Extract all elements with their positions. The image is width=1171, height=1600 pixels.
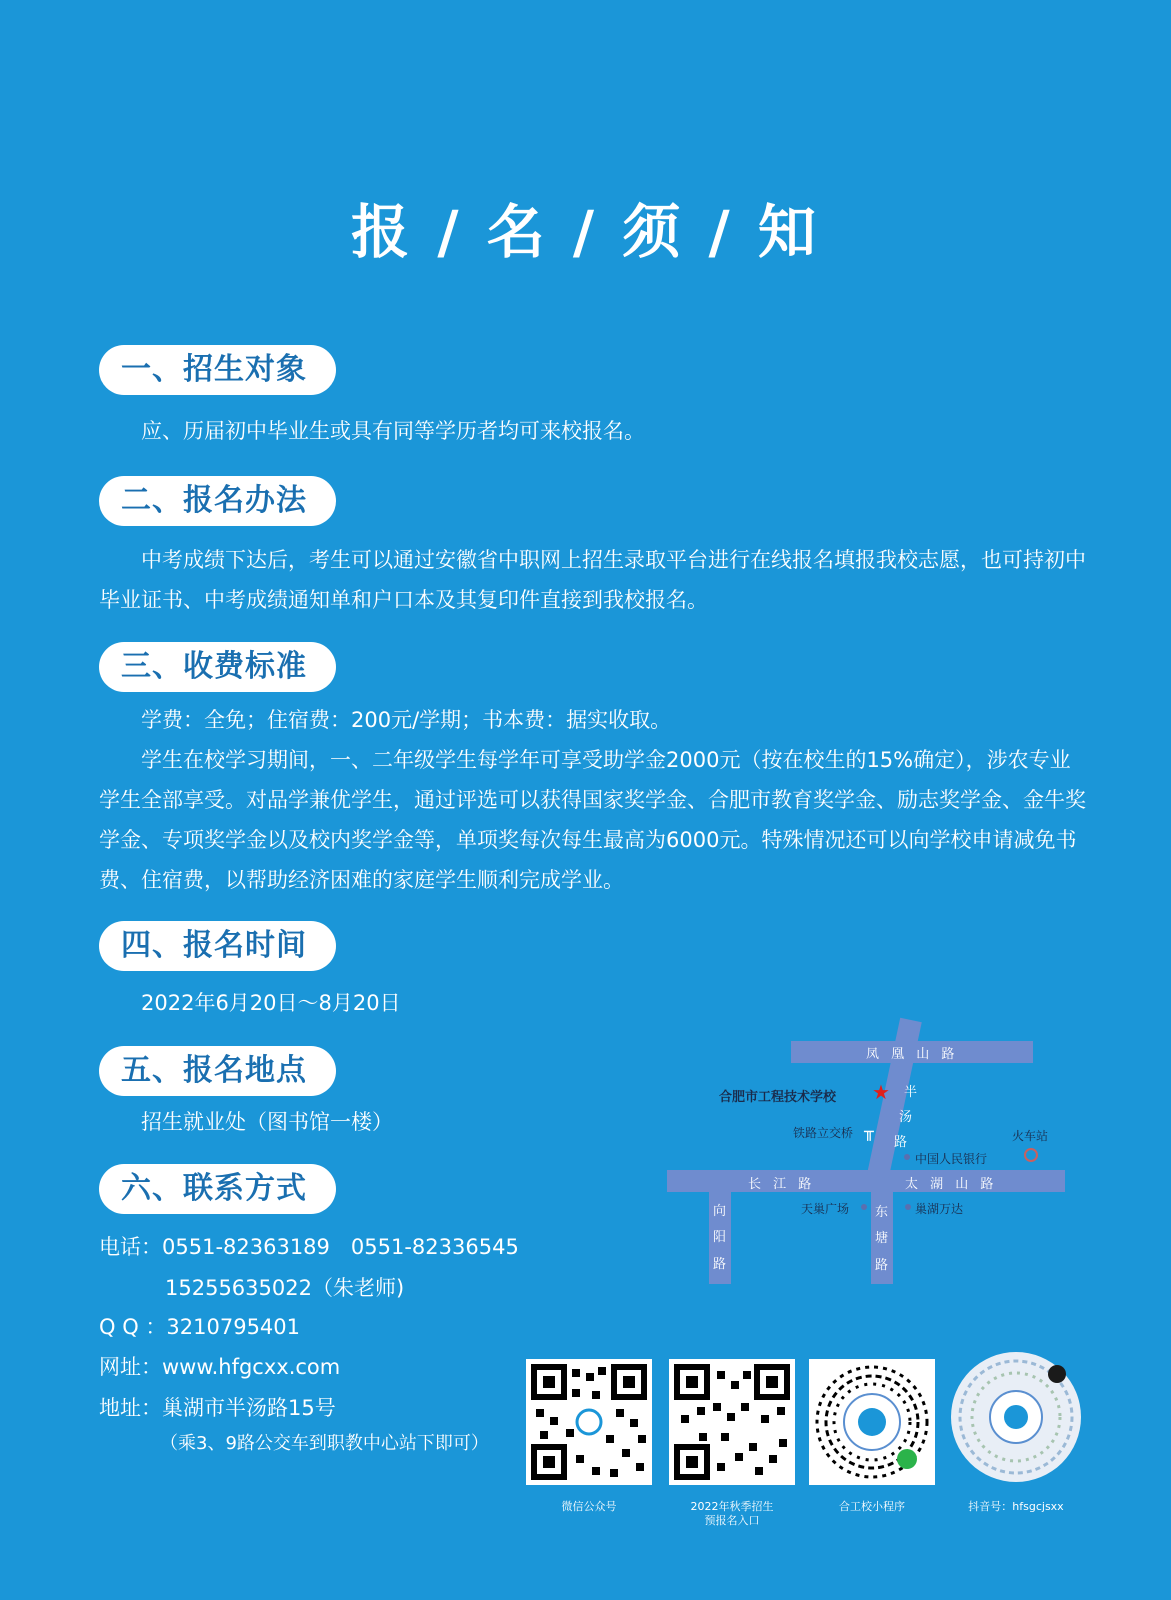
- page-title: 报 / 名 / 须 / 知: [351, 198, 820, 266]
- section-text-registration-location: 招生就业处（图书馆一楼）: [141, 1110, 393, 1134]
- section-heading-contact: 六、联系方式: [99, 1164, 336, 1214]
- mini-program-code-icon: [809, 1359, 935, 1485]
- map-label-train-station: 火车站: [1012, 1129, 1049, 1143]
- map-label-dongtang-2: 塘: [875, 1231, 889, 1246]
- map-label-tianchao: 天巢广场: [801, 1202, 850, 1216]
- tianchao-dot-icon: [861, 1204, 867, 1210]
- qr-caption-douyin: 抖音号：hfsgcjsxx: [968, 1500, 1064, 1513]
- bank-dot-icon: [904, 1154, 910, 1160]
- map-label-wanda: 巢湖万达: [915, 1202, 964, 1216]
- qr-pattern-icon: [669, 1359, 795, 1485]
- contact-phone-mobile: 15255635022（朱老师): [165, 1276, 405, 1300]
- section-text-subsidy: 学生在校学习期间，一、二年级学生每学年可享受助学金2000元（按在校生的15%确定），涉农专业学生全部享受。对品学兼优学生，通过评选可以获得国家奖学金、合肥市教育奖学金、励志奖学金、金牛奖学金、专项奖学金以及校内奖学金等，单项奖每次每生最高为6000元。特殊情况还可以向学校申请减免书费、住宿费，以帮助经济困难的家庭学生顺利完成学业。: [99, 748, 1086, 892]
- map-label-bantang-2: 汤: [899, 1110, 913, 1125]
- map-label-xiangyang-3: 路: [713, 1257, 727, 1272]
- qr-code-wechat: [526, 1359, 652, 1485]
- douyin-code-icon: [951, 1352, 1081, 1482]
- contact-address: 地址：巢湖市半汤路15号: [99, 1396, 336, 1420]
- school-star-icon: ★: [872, 1080, 890, 1104]
- map-label-bantang-1: 半: [904, 1085, 918, 1100]
- section-heading-fees: 三、收费标准: [99, 642, 336, 692]
- map-label-railway-bridge: 铁路立交桥: [793, 1126, 854, 1140]
- train-station-icon: [1024, 1148, 1038, 1162]
- map-label-bank: 中国人民银行: [915, 1152, 988, 1166]
- map-label-school: 合肥市工程技术学校: [719, 1090, 837, 1105]
- map-label-xiangyang-1: 向: [713, 1204, 727, 1219]
- douyin-code: [951, 1352, 1081, 1482]
- section-text-fees: 学费：全免；住宿费：200元/学期；书本费：据实收取。: [141, 708, 672, 732]
- qr-code-mini-program: [809, 1359, 935, 1485]
- contact-phone: 电话：0551-82363189 0551-82336545: [99, 1235, 519, 1259]
- map-label-changjiang-road: 长 江 路: [748, 1177, 816, 1192]
- section-text-registration-time: 2022年6月20日～8月20日: [141, 991, 401, 1015]
- section-heading-registration-location: 五、报名地点: [99, 1046, 336, 1096]
- qr-caption-preregistration: 2022年秋季招生 预报名入口: [690, 1500, 774, 1527]
- railway-bridge-icon: ╥: [864, 1122, 874, 1141]
- qr-caption-wechat: 微信公众号: [561, 1500, 617, 1513]
- contact-website: 网址：www.hfgcxx.com: [99, 1355, 341, 1379]
- map-label-taihu-road: 太 湖 山 路: [905, 1177, 998, 1192]
- section-heading-registration-method: 二、报名办法: [99, 476, 336, 526]
- qr-caption-mini-program: 合工校小程序: [839, 1500, 905, 1513]
- map-label-bantang-3: 路: [894, 1135, 908, 1150]
- map-label-dongtang-1: 东: [875, 1205, 889, 1220]
- contact-bus-route: （乘3、9路公交车到职教中心站下即可）: [160, 1433, 489, 1454]
- section-text-registration-method: 中考成绩下达后，考生可以通过安徽省中职网上招生录取平台进行在线报名填报我校志愿，也可持初中毕业证书、中考成绩通知单和户口本及其复印件直接到我校报名。: [99, 548, 1086, 612]
- contact-qq: Q Q ：3210795401: [99, 1315, 301, 1339]
- map-label-fenghuang-road: 凤 凰 山 路: [866, 1047, 959, 1062]
- section-heading-enrollment-target: 一、招生对象: [99, 345, 336, 395]
- section-heading-registration-time: 四、报名时间: [99, 921, 336, 971]
- map-label-dongtang-3: 路: [875, 1258, 889, 1273]
- qr-pattern-icon: [526, 1359, 652, 1485]
- qr-code-preregistration: [669, 1359, 795, 1485]
- map-label-xiangyang-2: 阳: [713, 1230, 727, 1245]
- wanda-dot-icon: [905, 1204, 911, 1210]
- section-text-enrollment-target: 应、历届初中毕业生或具有同等学历者均可来校报名。: [141, 419, 645, 443]
